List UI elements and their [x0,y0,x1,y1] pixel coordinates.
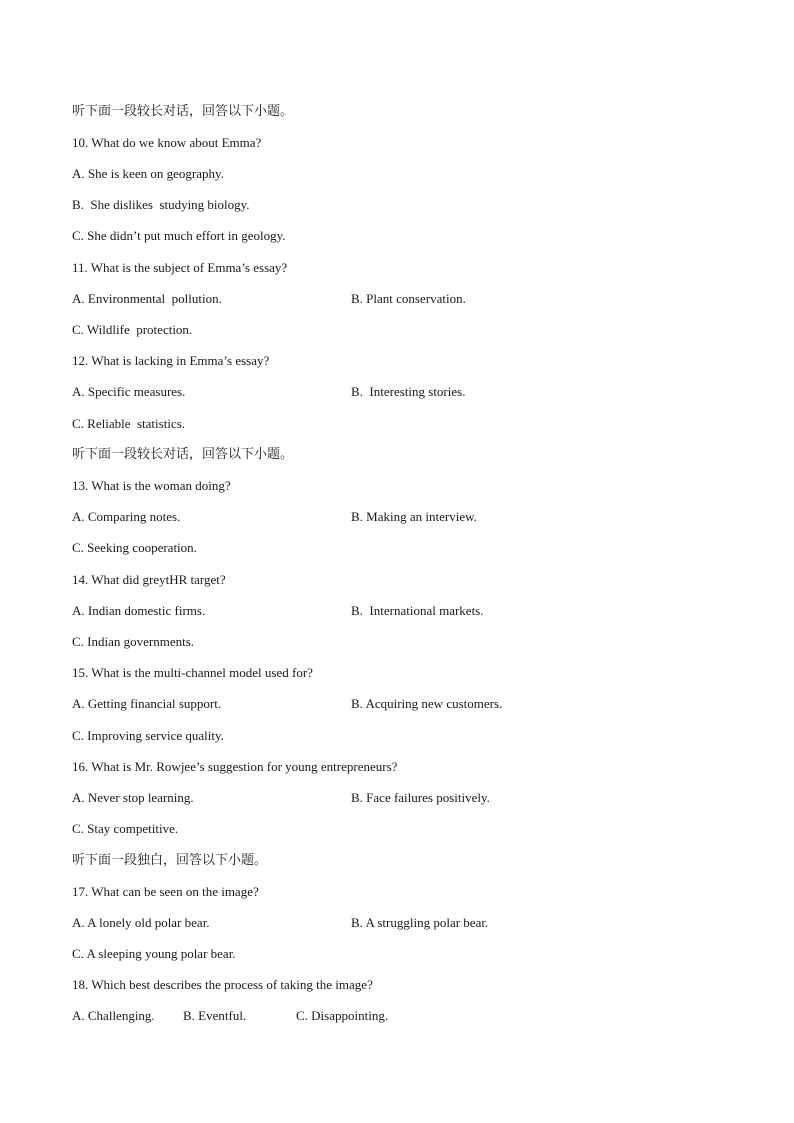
section-heading-2: 听下面一段较长对话，回答以下小题。 [72,447,294,462]
question-17-option-c: C. A sleeping young polar bear. [72,946,236,961]
question-16-option-b: B. Face failures positively. [351,790,490,805]
question-11-option-c: C. Wildlife protection. [72,322,193,337]
question-10-stem: 10. What do we know about Emma? [72,135,262,150]
question-13-option-a: A. Comparing notes. [72,509,181,524]
question-14-option-a: A. Indian domestic firms. [72,603,206,618]
question-18-option-c: C. Disappointing. [296,1008,389,1023]
question-15-option-a: A. Getting financial support. [72,696,222,711]
question-10-option-b: B. She dislikes studying biology. [72,197,250,212]
question-12-option-a: A. Specific measures. [72,384,186,399]
question-13-option-b: B. Making an interview. [351,509,477,524]
question-16-option-a: A. Never stop learning. [72,790,194,805]
question-15-option-b: B. Acquiring new customers. [351,696,503,711]
question-17-option-a: A. A lonely old polar bear. [72,915,210,930]
question-18-option-a: A. Challenging. [72,1008,155,1023]
question-15-stem: 15. What is the multi-channel model used for? [72,665,313,680]
question-10-option-c: C. She didn’t put much effort in geology. [72,228,286,243]
question-11-option-b: B. Plant conservation. [351,291,466,306]
question-11-option-a: A. Environmental pollution. [72,291,222,306]
question-12-option-b: B. Interesting stories. [351,384,466,399]
question-11-stem: 11. What is the subject of Emma’s essay? [72,260,288,275]
question-15-option-c: C. Improving service quality. [72,728,224,743]
question-12-stem: 12. What is lacking in Emma’s essay? [72,353,270,368]
question-10-option-a: A. She is keen on geography. [72,166,224,181]
question-17-option-b: B. A struggling polar bear. [351,915,489,930]
section-heading-3: 听下面一段独白，回答以下小题。 [72,853,268,868]
question-16-option-c: C. Stay competitive. [72,821,179,836]
section-heading-1: 听下面一段较长对话，回答以下小题。 [72,104,294,119]
question-16-stem: 16. What is Mr. Rowjee’s suggestion for young entrepreneurs? [72,759,398,774]
question-14-stem: 14. What did greytHR target? [72,572,226,587]
question-13-stem: 13. What is the woman doing? [72,478,231,493]
question-13-option-c: C. Seeking cooperation. [72,540,197,555]
question-18-option-b: B. Eventful. [183,1008,247,1023]
question-17-stem: 17. What can be seen on the image? [72,884,259,899]
question-12-option-c: C. Reliable statistics. [72,416,186,431]
question-18-stem: 18. Which best describes the process of taking the image? [72,977,373,992]
question-14-option-b: B. International markets. [351,603,484,618]
question-14-option-c: C. Indian governments. [72,634,195,649]
